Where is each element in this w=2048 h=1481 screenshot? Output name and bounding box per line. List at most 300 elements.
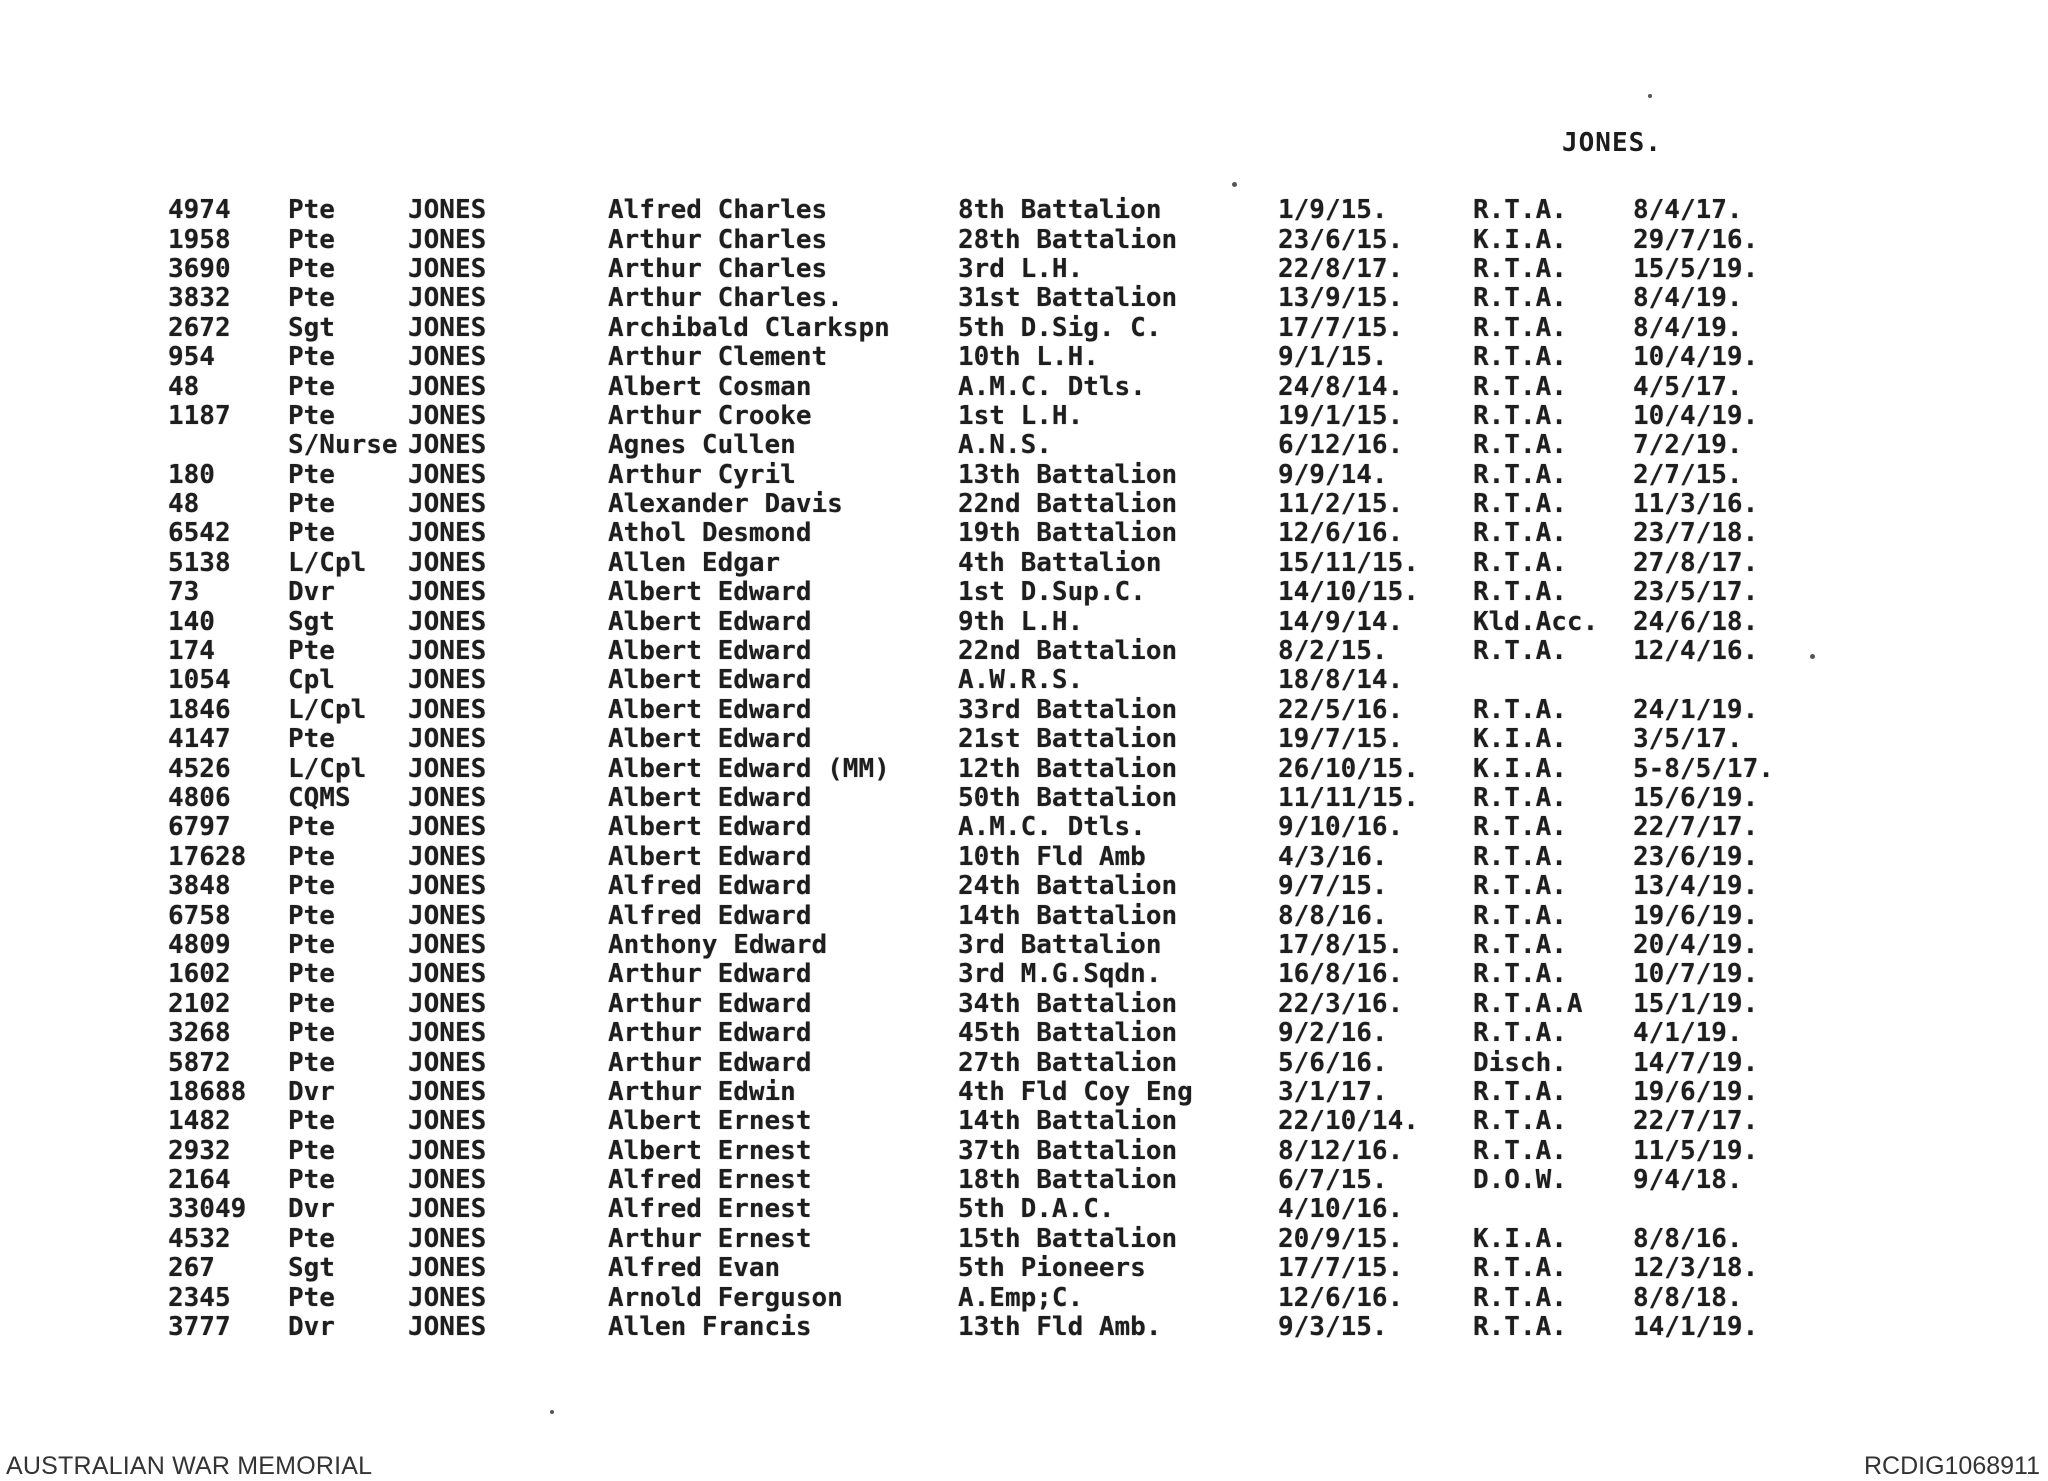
regimental-number-cell: 3777 [168,1312,231,1343]
fate-cell: K.I.A. [1473,724,1567,755]
regimental-number-cell: 6542 [168,518,231,549]
unit-cell: 5th D.Sig. C. [958,312,1162,343]
return-date-cell: 8/4/19. [1633,312,1743,343]
unit-cell: 24th Battalion [958,871,1178,902]
surname-cell: JONES [408,841,487,872]
regimental-number-cell: 6758 [168,900,231,931]
regimental-number-cell: 6797 [168,812,231,843]
return-date-cell: 29/7/16. [1633,224,1759,255]
return-date-cell: 12/3/18. [1633,1253,1759,1284]
fate-cell: R.T.A. [1473,518,1567,549]
regimental-number-cell: 1602 [168,959,231,990]
surname-cell: JONES [408,1076,487,1107]
regimental-number-cell: 1482 [168,1106,231,1137]
return-date-cell: 23/7/18. [1633,518,1759,549]
given-names-cell: Alfred Ernest [608,1165,812,1196]
given-names-cell: Albert Edward [608,606,812,637]
enlistment-date-cell: 11/2/15. [1278,489,1404,520]
rank-cell: Pte [288,253,335,284]
fate-cell: Kld.Acc. [1473,606,1599,637]
enlistment-date-cell: 14/10/15. [1278,577,1419,608]
given-names-cell: Albert Edward [608,812,812,843]
given-names-cell: Arthur Charles [608,224,828,255]
rank-cell: Pte [288,959,335,990]
return-date-cell: 9/4/18. [1633,1165,1743,1196]
unit-cell: 13th Fld Amb. [958,1312,1162,1343]
rank-cell: Pte [288,812,335,843]
surname-cell: JONES [408,1106,487,1137]
return-date-cell: 8/4/19. [1633,283,1743,314]
enlistment-date-cell: 8/2/15. [1278,636,1388,667]
given-names-cell: Albert Edward [608,694,812,725]
return-date-cell: 19/6/19. [1633,900,1759,931]
footer-archive-name: AUSTRALIAN WAR MEMORIAL [6,1452,373,1480]
table-row [168,372,1813,401]
surname-cell: JONES [408,224,487,255]
return-date-cell: 15/1/19. [1633,988,1759,1019]
return-date-cell: 22/7/17. [1633,812,1759,843]
given-names-cell: Arnold Ferguson [608,1282,843,1313]
table-row [168,343,1813,372]
surname-cell: JONES [408,1194,487,1225]
enlistment-date-cell: 20/9/15. [1278,1223,1404,1254]
enlistment-date-cell: 15/11/15. [1278,547,1419,578]
enlistment-date-cell: 4/10/16. [1278,1194,1404,1225]
regimental-number-cell: 5872 [168,1047,231,1078]
rank-cell: Pte [288,371,335,402]
given-names-cell: Anthony Edward [608,929,828,960]
enlistment-date-cell: 17/8/15. [1278,929,1404,960]
return-date-cell: 23/6/19. [1633,841,1759,872]
fate-cell: R.T.A. [1473,371,1567,402]
unit-cell: 3rd Battalion [958,929,1162,960]
fate-cell: R.T.A. [1473,400,1567,431]
return-date-cell: 10/7/19. [1633,959,1759,990]
unit-cell: 1st D.Sup.C. [958,577,1146,608]
unit-cell: 9th L.H. [958,606,1084,637]
return-date-cell: 10/4/19. [1633,342,1759,373]
rank-cell: Pte [288,900,335,931]
enlistment-date-cell: 13/9/15. [1278,283,1404,314]
enlistment-date-cell: 12/6/16. [1278,1282,1404,1313]
return-date-cell: 14/7/19. [1633,1047,1759,1078]
rank-cell: Cpl [288,665,335,696]
enlistment-date-cell: 9/1/15. [1278,342,1388,373]
fate-cell: R.T.A. [1473,459,1567,490]
regimental-number-cell: 4809 [168,929,231,960]
enlistment-date-cell: 9/9/14. [1278,459,1388,490]
table-row [168,196,1813,225]
fate-cell: R.T.A. [1473,547,1567,578]
given-names-cell: Arthur Edward [608,988,812,1019]
return-date-cell: 7/2/19. [1633,430,1743,461]
given-names-cell: Arthur Edward [608,1047,812,1078]
unit-cell: 33rd Battalion [958,694,1178,725]
return-date-cell [1633,1195,1813,1224]
surname-cell: JONES [408,606,487,637]
given-names-cell: Arthur Edwin [608,1076,796,1107]
fate-cell: R.T.A. [1473,1076,1567,1107]
given-names-cell: Arthur Clement [608,342,828,373]
surname-cell: JONES [408,1312,487,1343]
given-names-cell: Albert Edward [608,783,812,813]
rank-cell: Dvr [288,1076,335,1107]
rank-cell: Pte [288,929,335,960]
rank-cell: Sgt [288,312,335,343]
unit-cell: 50th Battalion [958,783,1178,813]
enlistment-date-cell: 22/3/16. [1278,988,1404,1019]
enlistment-date-cell: 8/8/16. [1278,900,1388,931]
enlistment-date-cell: 11/11/15. [1278,783,1419,813]
fate-cell: R.T.A. [1473,694,1567,725]
table-row [168,284,1813,313]
unit-cell: 31st Battalion [958,283,1178,314]
regimental-number-cell: 1187 [168,400,231,431]
ink-speck [1810,654,1815,659]
given-names-cell: Agnes Cullen [608,430,796,461]
fate-cell: D.O.W. [1473,1165,1567,1196]
return-date-cell: 8/4/17. [1633,195,1743,226]
regimental-number-cell: 2672 [168,312,231,343]
table-row [168,402,1813,431]
regimental-number-cell: 2164 [168,1165,231,1196]
regimental-number-cell: 48 [168,489,200,520]
surname-cell: JONES [408,1253,487,1284]
surname-cell: JONES [408,812,487,843]
surname-cell: JONES [408,724,487,755]
unit-cell: 10th L.H. [958,342,1099,373]
surname-cell: JONES [408,900,487,931]
unit-cell: 45th Battalion [958,1018,1178,1049]
unit-cell: A.W.R.S. [958,665,1084,696]
given-names-cell: Archibald Clarkspn [608,312,890,343]
unit-cell: A.Emp;C. [958,1282,1084,1313]
regimental-number-cell: 17628 [168,841,247,872]
enlistment-date-cell: 5/6/16. [1278,1047,1388,1078]
table-row [168,1048,1813,1077]
return-date-cell: 3/5/17. [1633,724,1743,755]
table-row [168,813,1813,842]
rank-cell: Pte [288,841,335,872]
rank-cell: Pte [288,1135,335,1166]
unit-cell: 4th Fld Coy Eng [958,1076,1193,1107]
surname-cell: JONES [408,283,487,314]
enlistment-date-cell: 16/8/16. [1278,959,1404,990]
return-date-cell: 2/7/15. [1633,459,1743,490]
return-date-cell [1633,666,1813,695]
given-names-cell: Albert Edward (MM) [608,753,890,784]
regimental-number-cell: 174 [168,636,215,667]
fate-cell: R.T.A. [1473,1312,1567,1343]
fate-cell: R.T.A. [1473,1282,1567,1313]
fate-cell: K.I.A. [1473,753,1567,784]
fate-cell: R.T.A. [1473,959,1567,990]
fate-cell: R.T.A. [1473,283,1567,314]
surname-cell: JONES [408,636,487,667]
surname-cell: JONES [408,783,487,813]
surname-cell: JONES [408,1047,487,1078]
return-date-cell: 13/4/19. [1633,871,1759,902]
return-date-cell: 4/5/17. [1633,371,1743,402]
rank-cell: Pte [288,724,335,755]
regimental-number-cell [168,431,288,460]
unit-cell: A.M.C. Dtls. [958,371,1146,402]
unit-cell: 10th Fld Amb [958,841,1146,872]
rank-cell: Pte [288,400,335,431]
rank-cell: Sgt [288,1253,335,1284]
surname-cell: JONES [408,195,487,226]
given-names-cell: Arthur Crooke [608,400,812,431]
fate-cell: R.T.A. [1473,342,1567,373]
enlistment-date-cell: 22/10/14. [1278,1106,1419,1137]
return-date-cell: 23/5/17. [1633,577,1759,608]
rank-cell: S/Nurse [288,430,398,461]
table-row [168,843,1813,872]
given-names-cell: Albert Edward [608,577,812,608]
return-date-cell: 5-8/5/17. [1633,753,1774,784]
unit-cell: 22nd Battalion [958,489,1178,520]
table-row [168,754,1813,783]
table-row [168,960,1813,989]
fate-cell [1473,666,1633,695]
regimental-number-cell: 48 [168,371,200,402]
surname-cell: JONES [408,959,487,990]
enlistment-date-cell: 18/8/14. [1278,665,1404,696]
return-date-cell: 11/5/19. [1633,1135,1759,1166]
rank-cell: Pte [288,195,335,226]
fate-cell: R.T.A. [1473,1253,1567,1284]
fate-cell: R.T.A. [1473,312,1567,343]
table-row [168,549,1813,578]
ink-speck [1648,94,1652,98]
given-names-cell: Arthur Cyril [608,459,796,490]
return-date-cell: 27/8/17. [1633,547,1759,578]
table-row [168,1254,1813,1283]
rank-cell: Pte [288,342,335,373]
regimental-number-cell: 4974 [168,195,231,226]
table-row [168,1078,1813,1107]
nominal-roll-table [168,196,1813,1342]
return-date-cell: 12/4/16. [1633,636,1759,667]
return-date-cell: 19/6/19. [1633,1076,1759,1107]
table-row [168,314,1813,343]
fate-cell: R.T.A. [1473,929,1567,960]
surname-cell: JONES [408,312,487,343]
ink-speck [1232,182,1237,187]
table-row [168,784,1813,813]
footer-record-id: RCDIG1068911 [1863,1452,2040,1480]
table-row [168,1166,1813,1195]
rank-cell: Pte [288,1165,335,1196]
surname-cell: JONES [408,1135,487,1166]
return-date-cell: 22/7/17. [1633,1106,1759,1137]
enlistment-date-cell: 14/9/14. [1278,606,1404,637]
rank-cell: L/Cpl [288,753,367,784]
regimental-number-cell: 3848 [168,871,231,902]
unit-cell: A.N.S. [958,430,1052,461]
fate-cell: K.I.A. [1473,224,1567,255]
unit-cell: 3rd M.G.Sqdn. [958,959,1162,990]
fate-cell: R.T.A. [1473,253,1567,284]
given-names-cell: Allen Edgar [608,547,781,578]
enlistment-date-cell: 9/3/15. [1278,1312,1388,1343]
surname-cell: JONES [408,518,487,549]
rank-cell: Dvr [288,1194,335,1225]
rank-cell: Dvr [288,1312,335,1343]
table-row [168,901,1813,930]
rank-cell: L/Cpl [288,547,367,578]
surname-cell: JONES [408,459,487,490]
regimental-number-cell: 2102 [168,988,231,1019]
enlistment-date-cell: 3/1/17. [1278,1076,1388,1107]
given-names-cell: Albert Edward [608,841,812,872]
return-date-cell: 20/4/19. [1633,929,1759,960]
given-names-cell: Alfred Ernest [608,1194,812,1225]
unit-cell: 22nd Battalion [958,636,1178,667]
table-row [168,872,1813,901]
rank-cell: Pte [288,871,335,902]
unit-cell: 14th Battalion [958,900,1178,931]
surname-cell: JONES [408,1165,487,1196]
fate-cell: R.T.A. [1473,812,1567,843]
rank-cell: Pte [288,283,335,314]
table-row [168,431,1813,460]
enlistment-date-cell: 22/8/17. [1278,253,1404,284]
enlistment-date-cell: 19/1/15. [1278,400,1404,431]
regimental-number-cell: 33049 [168,1194,247,1225]
enlistment-date-cell: 26/10/15. [1278,753,1419,784]
rank-cell: Pte [288,459,335,490]
enlistment-date-cell: 6/7/15. [1278,1165,1388,1196]
surname-cell: JONES [408,253,487,284]
return-date-cell: 11/3/16. [1633,489,1759,520]
fate-cell: R.T.A. [1473,841,1567,872]
given-names-cell: Alfred Evan [608,1253,781,1284]
unit-cell: 18th Battalion [958,1165,1178,1196]
regimental-number-cell: 267 [168,1253,215,1284]
unit-cell: 28th Battalion [958,224,1178,255]
surname-cell: JONES [408,665,487,696]
rank-cell: CQMS [288,783,351,813]
regimental-number-cell: 1846 [168,694,231,725]
surname-cell: JONES [408,871,487,902]
table-row [168,225,1813,254]
return-date-cell: 8/8/18. [1633,1282,1743,1313]
surname-cell: JONES [408,400,487,431]
rank-cell: Pte [288,988,335,1019]
surname-cell: JONES [408,489,487,520]
enlistment-date-cell: 8/12/16. [1278,1135,1404,1166]
table-row [168,1225,1813,1254]
fate-cell: R.T.A.A [1473,988,1583,1019]
given-names-cell: Athol Desmond [608,518,812,549]
surname-cell: JONES [408,342,487,373]
given-names-cell: Albert Edward [608,724,812,755]
given-names-cell: Albert Ernest [608,1135,812,1166]
fate-cell: R.T.A. [1473,871,1567,902]
table-row [168,1019,1813,1048]
unit-cell: 21st Battalion [958,724,1178,755]
regimental-number-cell: 1054 [168,665,231,696]
given-names-cell: Allen Francis [608,1312,812,1343]
fate-cell: R.T.A. [1473,430,1567,461]
surname-cell: JONES [408,929,487,960]
rank-cell: Pte [288,224,335,255]
surname-cell: JONES [408,577,487,608]
return-date-cell: 14/1/19. [1633,1312,1759,1343]
surname-cell: JONES [408,1282,487,1313]
enlistment-date-cell: 1/9/15. [1278,195,1388,226]
unit-cell: 13th Battalion [958,459,1178,490]
rank-cell: Pte [288,1106,335,1137]
unit-cell: 4th Battalion [958,547,1162,578]
given-names-cell: Albert Edward [608,636,812,667]
enlistment-date-cell: 9/2/16. [1278,1018,1388,1049]
given-names-cell: Arthur Edward [608,1018,812,1049]
surname-header: JONES. [1562,128,1662,158]
unit-cell: 5th Pioneers [958,1253,1146,1284]
enlistment-date-cell: 9/7/15. [1278,871,1388,902]
rank-cell: Pte [288,636,335,667]
given-names-cell: Alfred Edward [608,871,812,902]
given-names-cell: Albert Edward [608,665,812,696]
fate-cell: R.T.A. [1473,195,1567,226]
fate-cell: R.T.A. [1473,1018,1567,1049]
regimental-number-cell: 3690 [168,253,231,284]
table-row [168,1313,1813,1342]
unit-cell: 12th Battalion [958,753,1178,784]
given-names-cell: Arthur Charles. [608,283,843,314]
unit-cell: 37th Battalion [958,1135,1178,1166]
surname-cell: JONES [408,988,487,1019]
regimental-number-cell: 4806 [168,783,231,813]
rank-cell: L/Cpl [288,694,367,725]
fate-cell: R.T.A. [1473,900,1567,931]
table-row [168,607,1813,636]
table-row [168,461,1813,490]
rank-cell: Pte [288,1018,335,1049]
return-date-cell: 24/1/19. [1633,694,1759,725]
enlistment-date-cell: 6/12/16. [1278,430,1404,461]
regimental-number-cell: 2932 [168,1135,231,1166]
surname-cell: JONES [408,371,487,402]
table-row [168,1195,1813,1224]
return-date-cell: 15/5/19. [1633,253,1759,284]
regimental-number-cell: 73 [168,577,200,608]
enlistment-date-cell: 12/6/16. [1278,518,1404,549]
regimental-number-cell: 1958 [168,224,231,255]
unit-cell: 14th Battalion [958,1106,1178,1137]
enlistment-date-cell: 22/5/16. [1278,694,1404,725]
table-row [168,931,1813,960]
enlistment-date-cell: 17/7/15. [1278,312,1404,343]
given-names-cell: Albert Ernest [608,1106,812,1137]
given-names-cell: Albert Cosman [608,371,812,402]
given-names-cell: Alfred Edward [608,900,812,931]
rank-cell: Dvr [288,577,335,608]
table-row [168,255,1813,284]
surname-cell: JONES [408,547,487,578]
surname-cell: JONES [408,1223,487,1254]
given-names-cell: Arthur Ernest [608,1223,812,1254]
regimental-number-cell: 4532 [168,1223,231,1254]
regimental-number-cell: 954 [168,342,215,373]
table-row [168,578,1813,607]
enlistment-date-cell: 17/7/15. [1278,1253,1404,1284]
fate-cell: K.I.A. [1473,1223,1567,1254]
unit-cell: 27th Battalion [958,1047,1178,1078]
table-row [168,696,1813,725]
